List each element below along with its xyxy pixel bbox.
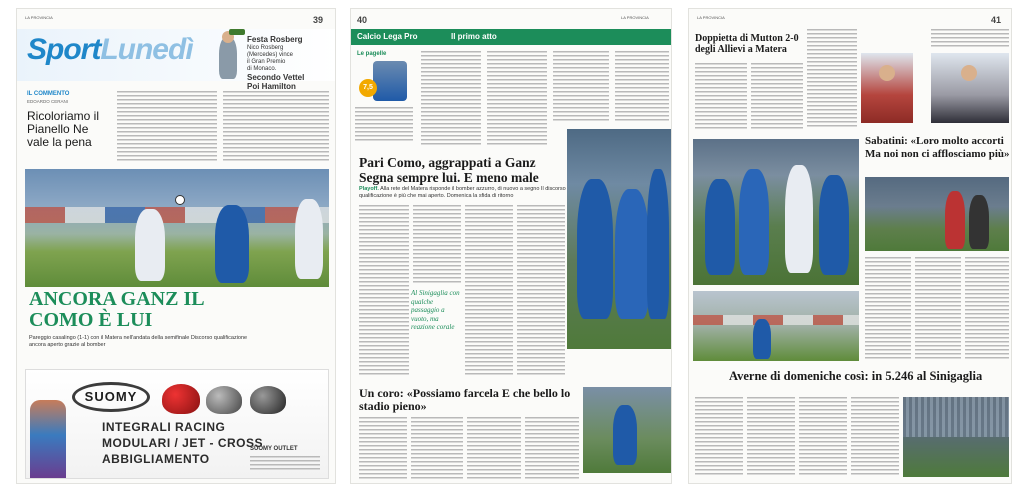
editorial-title: Ricoloriamo il Pianello Ne vale la pena bbox=[27, 109, 100, 149]
pagelle-title: Le pagelle bbox=[357, 51, 387, 57]
match-photo bbox=[25, 169, 329, 287]
commento-label: IL COMMENTO bbox=[27, 91, 70, 97]
page-masthead: LA PROVINCIA bbox=[25, 15, 53, 20]
ad-line-racing: INTEGRALI RACING bbox=[102, 420, 226, 434]
article-text-column bbox=[223, 91, 329, 163]
allievi-headline: Doppietta di Mutton 2-0 degli Allievi a Matera bbox=[695, 33, 799, 55]
helmet-red-image bbox=[162, 384, 200, 414]
ad-address-text bbox=[250, 456, 320, 472]
subhead-text: Alla rete del Matera risponde il bomber azzurro, di nuovo a segno Il discorso qualificazione è più che mai aperto. Domenica la sfida di ritorno bbox=[359, 186, 566, 199]
second-article-text bbox=[525, 417, 579, 479]
suomy-logo: SUOMY bbox=[72, 382, 150, 412]
f1-line: di Monaco. bbox=[247, 65, 277, 72]
f1-line: Secondo Vettel bbox=[247, 72, 305, 82]
article-subhead bbox=[359, 186, 569, 200]
page-masthead: LA PROVINCIA bbox=[621, 15, 649, 20]
attendance-text bbox=[747, 397, 795, 477]
newspaper-page-39 bbox=[16, 8, 336, 484]
f1-line: Nico Rosberg bbox=[247, 44, 284, 51]
section-title-lunedi: Lunedì bbox=[100, 33, 193, 66]
main-subhead: Pareggio casalingo (1-1) con il Matera nell'andata della semifinale Discorso qualificazione ancora aperto grazie al bomber bbox=[29, 335, 248, 348]
allievi-text bbox=[695, 63, 747, 129]
allievi-text bbox=[751, 63, 803, 129]
ad-line-abbigliamento: ABBIGLIAMENTO bbox=[102, 452, 210, 466]
player-vote-badge: 7,5 bbox=[359, 79, 377, 97]
pagelle-text bbox=[355, 107, 413, 143]
attendance-text bbox=[695, 397, 743, 477]
section-label: Calcio Lega Pro bbox=[357, 32, 418, 41]
ad-outlet-name: SUOMY OUTLET bbox=[250, 446, 298, 452]
ad-line-modulari: MODULARI / JET - CROSS bbox=[102, 436, 264, 450]
celebration-photo bbox=[567, 129, 671, 349]
match-action-photo bbox=[693, 139, 859, 285]
helmet-dark-image bbox=[250, 386, 286, 414]
player-portrait bbox=[373, 61, 407, 101]
section-title bbox=[27, 33, 193, 67]
model-photo bbox=[30, 400, 66, 478]
sabatini-text bbox=[915, 257, 961, 361]
page-number: 40 bbox=[357, 15, 368, 25]
commento-author: EDOARDO CERANI bbox=[27, 99, 69, 104]
fans-photo bbox=[583, 387, 671, 473]
coach-photo-dark bbox=[931, 53, 1009, 123]
pagelle-column bbox=[553, 51, 609, 123]
article-headline: Pari Como, aggrappati a Ganz Segna sempre lui. E meno male bbox=[359, 155, 539, 185]
f1-line: (Mercedes) vince bbox=[247, 51, 294, 58]
pagelle-column bbox=[487, 51, 547, 147]
section-title-sport: Sport bbox=[27, 33, 101, 66]
attendance-text bbox=[799, 397, 847, 477]
second-article-text bbox=[411, 417, 463, 479]
pull-quote: Al Sinigaglia con qualche passaggio a vuoto, ma reazione corale bbox=[411, 289, 460, 331]
second-article-headline: Un coro: «Possiamo farcela E che bello lo stadio pieno» bbox=[359, 386, 571, 413]
article-text-column bbox=[359, 205, 409, 377]
coach-text bbox=[931, 29, 1009, 49]
f1-line: Poi Hamilton bbox=[247, 82, 296, 91]
article-text-column bbox=[413, 205, 461, 285]
pagelle-column bbox=[615, 51, 669, 123]
f1-results bbox=[247, 35, 304, 92]
driver-photo bbox=[211, 29, 245, 79]
goal-photo bbox=[693, 291, 859, 361]
stadium-crowd-photo bbox=[903, 397, 1009, 477]
sabatini-text bbox=[865, 257, 911, 361]
bench-photo bbox=[865, 177, 1009, 251]
page-number: 41 bbox=[991, 15, 1002, 25]
helmet-gray-image bbox=[206, 386, 242, 414]
main-headline: ANCORA GANZ IL COMO È LUI bbox=[29, 288, 204, 331]
second-article-text bbox=[359, 417, 407, 479]
sabatini-text bbox=[965, 257, 1009, 361]
suomy-advertisement bbox=[25, 369, 329, 479]
page-number: 39 bbox=[313, 15, 324, 25]
f1-line: il Gran Premio bbox=[247, 58, 286, 65]
page-masthead: LA PROVINCIA bbox=[697, 15, 725, 20]
attendance-text bbox=[851, 397, 899, 477]
f1-line: Festa Rosberg bbox=[247, 35, 303, 44]
article-text-column bbox=[517, 205, 565, 377]
newspaper-page-41 bbox=[688, 8, 1012, 484]
sabatini-headline: Sabatini: «Loro molto accorti Ma noi non ci afflosciamo più» bbox=[865, 135, 1010, 160]
coach-photo-red bbox=[861, 53, 913, 123]
subhead-kicker: Playoff. bbox=[359, 186, 379, 192]
allievi-text bbox=[807, 29, 857, 129]
second-article-text bbox=[467, 417, 521, 479]
newspaper-page-40 bbox=[350, 8, 672, 484]
attendance-headline: Averne di domeniche così: in 5.246 al Sinigaglia bbox=[729, 369, 983, 383]
pagelle-column bbox=[421, 51, 481, 147]
article-text-column bbox=[465, 205, 513, 377]
subsection-label: Il primo atto bbox=[451, 32, 497, 41]
article-text-column bbox=[117, 91, 217, 163]
